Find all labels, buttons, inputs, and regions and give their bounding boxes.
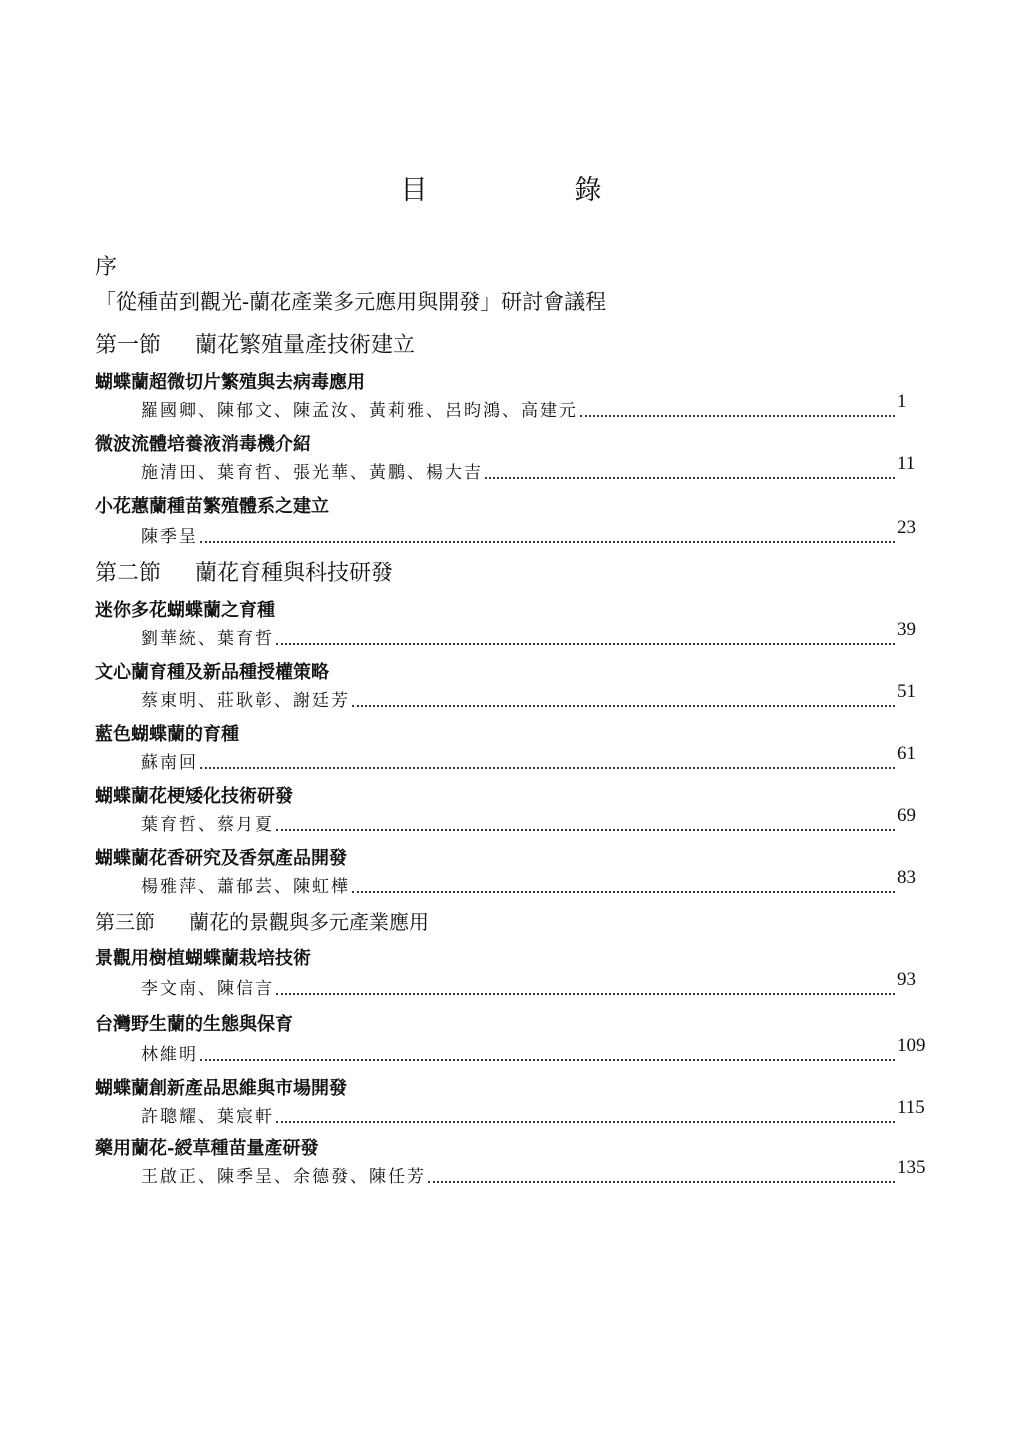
section-title: 蘭花繁殖量產技術建立 [195,333,416,358]
dot-leader [200,527,895,543]
section-heading [95,328,415,359]
page-number: 83 [897,867,916,888]
section-label: 第三節 [95,910,155,934]
article-title[interactable]: 小花蕙蘭種苗繁殖體系之建立 [95,496,329,517]
article-title[interactable]: 蝴蝶蘭創新產品思維與市場開發 [95,1078,347,1099]
toc-entry[interactable] [141,1035,933,1065]
article-title[interactable]: 文心蘭育種及新品種授權策略 [95,662,329,683]
toc-entry[interactable] [141,453,933,483]
article-title[interactable]: 藍色蝴蝶蘭的育種 [95,724,239,745]
toc-entry[interactable] [141,1157,933,1187]
page-number: 23 [897,517,916,538]
article-title[interactable]: 景觀用樹植蝴蝶蘭栽培技術 [95,948,311,969]
dot-leader [200,753,895,769]
article-authors: 施清田、葉育哲、張光華、黃鵬、楊大吉 [141,463,483,483]
article-authors: 李文南、陳信言 [141,979,274,999]
section-heading [95,906,429,935]
article-authors: 羅國卿、陳郁文、陳孟汝、黃莉雅、呂昀鴻、高建元 [141,401,578,421]
dot-leader [352,691,895,707]
page-number: 115 [897,1097,925,1118]
article-authors: 劉華統、葉育哲 [141,629,274,649]
page-number: 39 [897,619,916,640]
page-number: 69 [897,805,916,826]
dot-leader [428,1167,895,1183]
section-title: 蘭花的景觀與多元產業應用 [189,910,429,934]
article-title[interactable]: 藥用蘭花-綬草種苗量產研發 [95,1138,319,1159]
toc-entry[interactable] [141,867,933,897]
article-title[interactable]: 蝴蝶蘭花梗矮化技術研發 [95,786,293,807]
dot-leader [276,1107,895,1123]
page-number: 109 [897,1035,926,1056]
page-number: 61 [897,743,916,764]
toc-entry[interactable] [141,969,933,999]
dot-leader [276,815,895,831]
article-authors: 王啟正、陳季呈、余德發、陳任芳 [141,1167,426,1187]
article-authors: 蔡東明、莊耿彰、謝廷芳 [141,691,350,711]
article-authors: 楊雅萍、蕭郁芸、陳虹樺 [141,877,350,897]
toc-entry[interactable] [141,805,933,835]
article-title[interactable]: 蝴蝶蘭花香研究及香氛產品開發 [95,848,347,869]
section-heading [95,556,393,587]
article-authors: 林維明 [141,1045,198,1065]
page-number: 135 [897,1157,926,1178]
article-authors: 許聰耀、葉宸軒 [141,1107,274,1127]
section-title: 蘭花育種與科技研發 [195,561,394,586]
article-title[interactable]: 迷你多花蝴蝶蘭之育種 [95,600,275,621]
dot-leader [580,401,895,417]
page-number: 51 [897,681,916,702]
section-label: 第一節 [95,333,162,358]
article-authors: 葉育哲、蔡月夏 [141,815,274,835]
article-authors: 蘇南回 [141,753,198,773]
page-number: 11 [897,453,916,474]
toc-entry[interactable] [141,743,933,773]
dot-leader [276,979,895,995]
page-number: 93 [897,969,916,990]
section-label: 第二節 [95,561,162,586]
toc-entry[interactable] [141,517,933,547]
toc-entry[interactable] [141,681,933,711]
article-authors: 陳季呈 [141,527,198,547]
dot-leader [276,629,895,645]
dot-leader [200,1045,895,1061]
article-title[interactable]: 蝴蝶蘭超微切片繁殖與去病毒應用 [95,372,365,393]
article-title[interactable]: 微波流體培養液消毒機介紹 [95,434,311,455]
page-number: 1 [897,391,907,412]
dot-leader [352,877,895,893]
toc-entry[interactable] [141,391,933,421]
toc-preface[interactable]: 序 [95,255,118,280]
toc-agenda[interactable]: 「從種苗到觀光-蘭花產業多元應用與開發」研討會議程 [95,290,607,314]
toc-entry[interactable] [141,1097,933,1127]
toc-entry[interactable] [141,619,933,649]
article-title[interactable]: 台灣野生蘭的生態與保育 [95,1014,293,1035]
dot-leader [485,463,895,479]
page-title: 目 錄 [400,175,662,206]
